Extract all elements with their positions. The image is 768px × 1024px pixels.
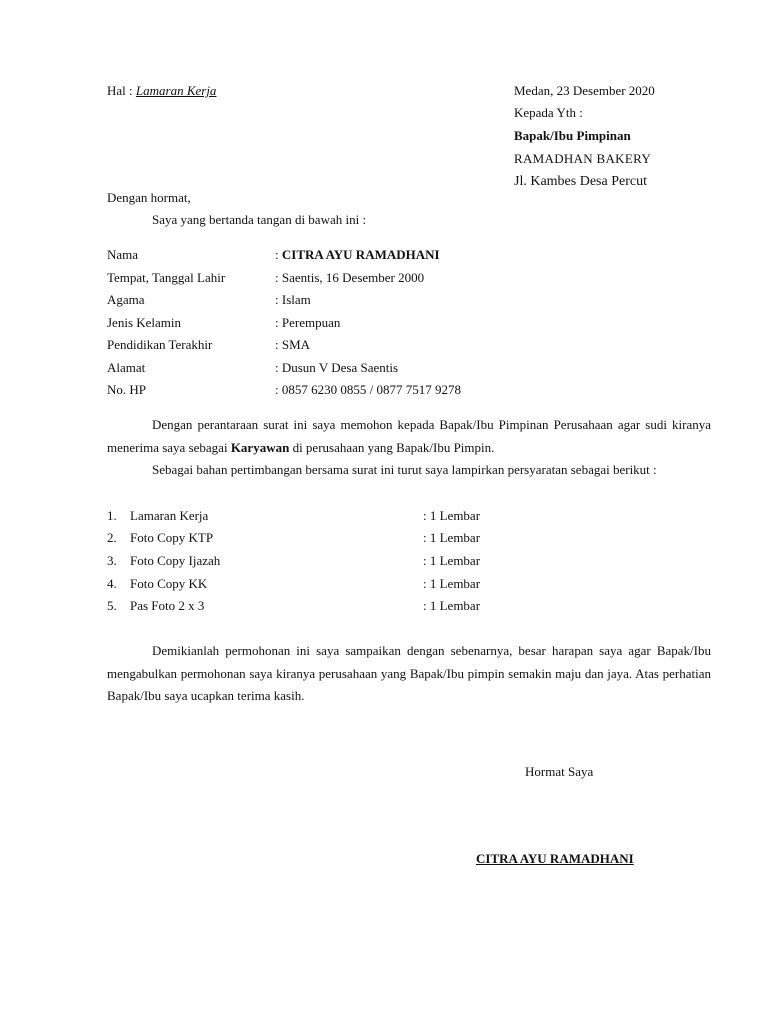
to-prefix: Kepada Yth : xyxy=(514,105,583,120)
attachment-intro-paragraph: Sebagai bahan pertimbangan bersama surat ini turut saya lampirkan persyaratan sebagai berikut : xyxy=(152,462,657,477)
attachment-qty: : 1 Lembar xyxy=(423,553,481,568)
value-alamat: : Dusun V Desa Saentis xyxy=(275,360,399,375)
attachment-item: Foto Copy KTP xyxy=(130,530,214,545)
label-agama: Agama xyxy=(107,292,145,307)
value-agama: : Islam xyxy=(275,292,311,307)
salutation: Hormat Saya xyxy=(525,764,594,779)
request-text-before: Dengan perantaraan surat ini saya memohon kepada Bapak/Ibu Pimpinan Perusahaan agar sudi kiranya menerima saya sebagai xyxy=(107,417,711,455)
label-ttl: Tempat, Tanggal Lahir xyxy=(107,270,226,285)
subject-prefix: Hal : xyxy=(107,83,136,98)
value-colon: : xyxy=(275,247,282,262)
label-pendidikan: Pendidikan Terakhir xyxy=(107,337,213,352)
attachment-number: 3. xyxy=(107,553,117,568)
attachment-item: Foto Copy Ijazah xyxy=(130,553,221,568)
attachment-qty: : 1 Lembar xyxy=(423,598,481,613)
value-pendidikan: : SMA xyxy=(275,337,311,352)
attachment-item: Lamaran Kerja xyxy=(130,508,209,523)
attachment-qty: : 1 Lembar xyxy=(423,530,481,545)
value-jenis-kelamin: : Perempuan xyxy=(275,315,341,330)
attachment-number: 1. xyxy=(107,508,117,523)
attachment-item: Foto Copy KK xyxy=(130,576,208,591)
attachment-number: 4. xyxy=(107,576,117,591)
attachment-number: 5. xyxy=(107,598,117,613)
position-applied: Karyawan xyxy=(230,439,290,455)
label-no-hp: No. HP xyxy=(107,382,147,397)
value-ttl: : Saentis, 16 Desember 2000 xyxy=(275,270,425,285)
recipient-address: Jl. Kambes Desa Percut xyxy=(514,174,647,189)
applicant-name: CITRA AYU RAMADHANI xyxy=(281,247,440,262)
subject-line xyxy=(107,83,216,99)
recipient-company: RAMADHAN BAKERY xyxy=(514,151,652,166)
label-jenis-kelamin: Jenis Kelamin xyxy=(107,315,182,330)
subject-text: Lamaran Kerja xyxy=(135,83,217,98)
attachment-item: Pas Foto 2 x 3 xyxy=(130,598,205,613)
request-paragraph xyxy=(107,414,711,459)
attachment-number: 2. xyxy=(107,530,117,545)
signature-name: CITRA AYU RAMADHANI xyxy=(476,851,634,866)
value-nama xyxy=(275,247,440,263)
greeting: Dengan hormat, xyxy=(107,190,191,205)
attachment-qty: : 1 Lembar xyxy=(423,576,481,591)
request-text-after: di perusahaan yang Bapak/Ibu Pimpin. xyxy=(289,439,495,455)
intro-line: Saya yang bertanda tangan di bawah ini : xyxy=(152,212,367,227)
value-no-hp: : 0857 6230 0855 / 0877 7517 9278 xyxy=(275,382,461,397)
label-alamat: Alamat xyxy=(107,360,146,375)
closing-paragraph: Demikianlah permohonan ini saya sampaikan dengan sebenarnya, besar harapan saya agar Bapak/Ibu mengabulkan permohonan saya kiranya perusahaan yang Bapak/Ibu pimpin semakin maju dan jaya. Atas perhatian Bapak/Ibu saya ucapkan terima kasih. xyxy=(107,643,711,703)
attachment-qty: : 1 Lembar xyxy=(423,508,481,523)
label-nama: Nama xyxy=(107,247,139,262)
place-date: Medan, 23 Desember 2020 xyxy=(514,83,655,98)
recipient-title: Bapak/Ibu Pimpinan xyxy=(514,128,631,143)
